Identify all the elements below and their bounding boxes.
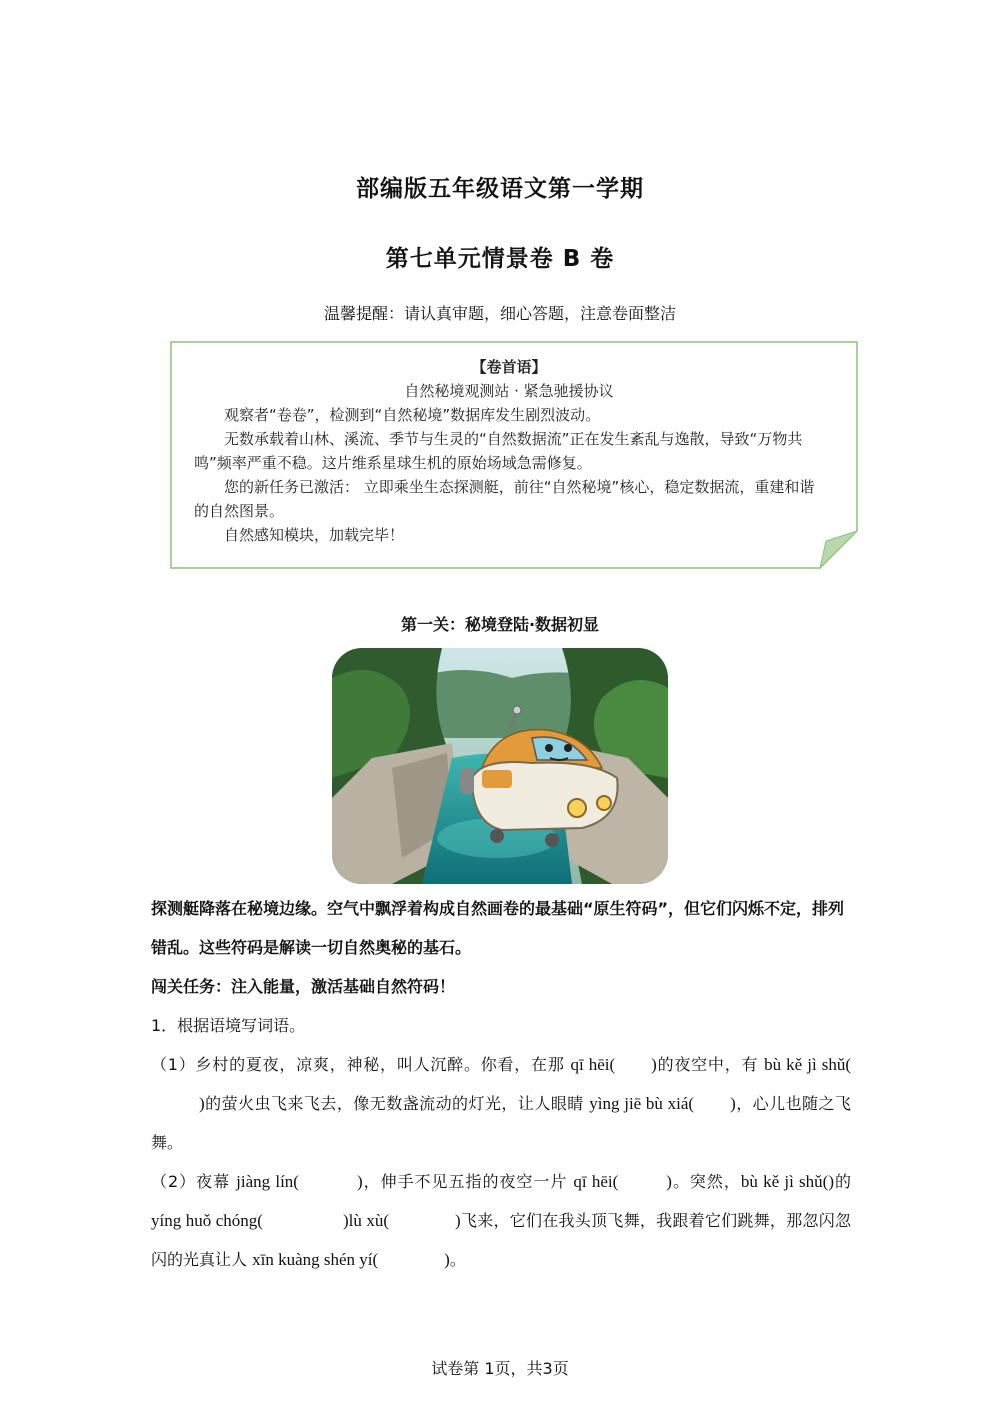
q1b-text-4: 的 <box>833 1172 851 1191</box>
q1b-pinyin-4: yíng huǒ chóng( <box>151 1211 263 1230</box>
q1a-text-2: 的夜空中，有 <box>656 1055 765 1074</box>
canyon-submarine-illustration <box>332 648 668 884</box>
q1a-text-4: ，心儿也随之飞舞。 <box>151 1094 851 1152</box>
level-1-intro: 探测艇降落在秘境边缘。空气中飘浮着构成自然画卷的最基础“原生符码”，但它们闪烁不定，排列错乱。这些符码是解读一切自然奥秘的基石。 <box>151 899 845 957</box>
exam-subtitle: 第七单元情景卷 B 卷 <box>385 246 615 272</box>
q1b-pinyin-1: jiàng lín( <box>236 1172 299 1191</box>
level-1-task: 闯关任务：注入能量，激活基础自然符码！ <box>151 977 456 996</box>
level-1-title: 第一关：秘境登陆·数据初显 <box>400 615 600 634</box>
preface-paragraph-1: 观察者“卷卷”，检测到“自然秘境”数据库发生剧烈波动。 <box>224 406 601 424</box>
preface-paragraph-4: 自然感知模块，加载完毕！ <box>224 526 405 544</box>
question-1-stem: 1．根据语境写词语。 <box>151 1016 306 1035</box>
q1b-pinyin-6: xīn kuàng shén yí( <box>252 1250 379 1269</box>
q1b-pinyin-3: bù kě jì shǔ( <box>740 1172 829 1191</box>
q1a-text-3: 的萤火虫飞来飞去，像无数盏流动的灯光，让人眼睛 <box>204 1094 590 1113</box>
question-1-part-2: （2）夜幕 jiàng lín( )，伸手不见五指的夜空一片 qī hēi( )。突然，bù kě jì shǔ()的 yíng huǒ chóng( )lù xù( )飞来，它们在我头顶飞舞，我跟着它们跳舞，那忽闪忽闪的光真让人 xīn kuàng shén yí( )。 <box>151 1172 851 1269</box>
q1a-pinyin-2: bù kě jì shǔ( <box>764 1055 851 1074</box>
preface-box <box>170 341 860 571</box>
preface-heading: 【卷首语】 <box>471 358 547 376</box>
q1b-text-5: 飞来，它们在我头顶飞舞，我跟着它们跳舞，那忽闪忽闪的光真让人 <box>151 1211 851 1269</box>
q1a-pinyin-3: yìng jiē bù xiá( <box>589 1094 695 1113</box>
exam-title: 部编版五年级语文第一学期 <box>356 176 644 202</box>
reminder-text: 温馨提醒：请认真审题，细心答题，注意卷面整洁 <box>323 304 676 323</box>
q1b-pinyin-5: lù xù( <box>348 1211 390 1230</box>
q1b-text-2: ，伸手不见五指的夜空一片 <box>362 1172 574 1191</box>
q1b-pinyin-2: qī hēi( <box>573 1172 619 1191</box>
preface-paragraph-2: 无数承载着山林、溪流、季节与生灵的“自然数据流”正在发生紊乱与逸散，导致“万物共鸣”频率严重不稳。这片维系星球生机的原始场域急需修复。 <box>194 430 803 472</box>
preface-subheading: 自然秘境观测站 · 紧急驰援协议 <box>404 382 614 400</box>
q1a-text-1: （1）乡村的夏夜，凉爽，神秘，叫人沉醉。你看，在那 <box>151 1055 571 1074</box>
q1a-pinyin-1: qī hēi( <box>570 1055 616 1074</box>
q1b-text-3: 。突然， <box>671 1172 741 1191</box>
preface-paragraph-3: 您的新任务已激活： 立即乘坐生态探测艇，前往“自然秘境”核心，稳定数据流，重建和谐的自然图景。 <box>194 478 815 520</box>
question-1-part-1: （1）乡村的夏夜，凉爽，神秘，叫人沉醉。你看，在那 qī hēi( )的夜空中，有 bù kě jì shǔ()的萤火虫飞来飞去，像无数盏流动的灯光，让人眼睛 yìng jiē bù xiá( )，心儿也随之飞舞。 <box>151 1055 851 1152</box>
page-footer: 试卷第 1页，共3页 <box>431 1359 569 1378</box>
q1b-text-6: 。 <box>449 1250 466 1269</box>
q1b-text-1: （2）夜幕 <box>151 1172 237 1191</box>
